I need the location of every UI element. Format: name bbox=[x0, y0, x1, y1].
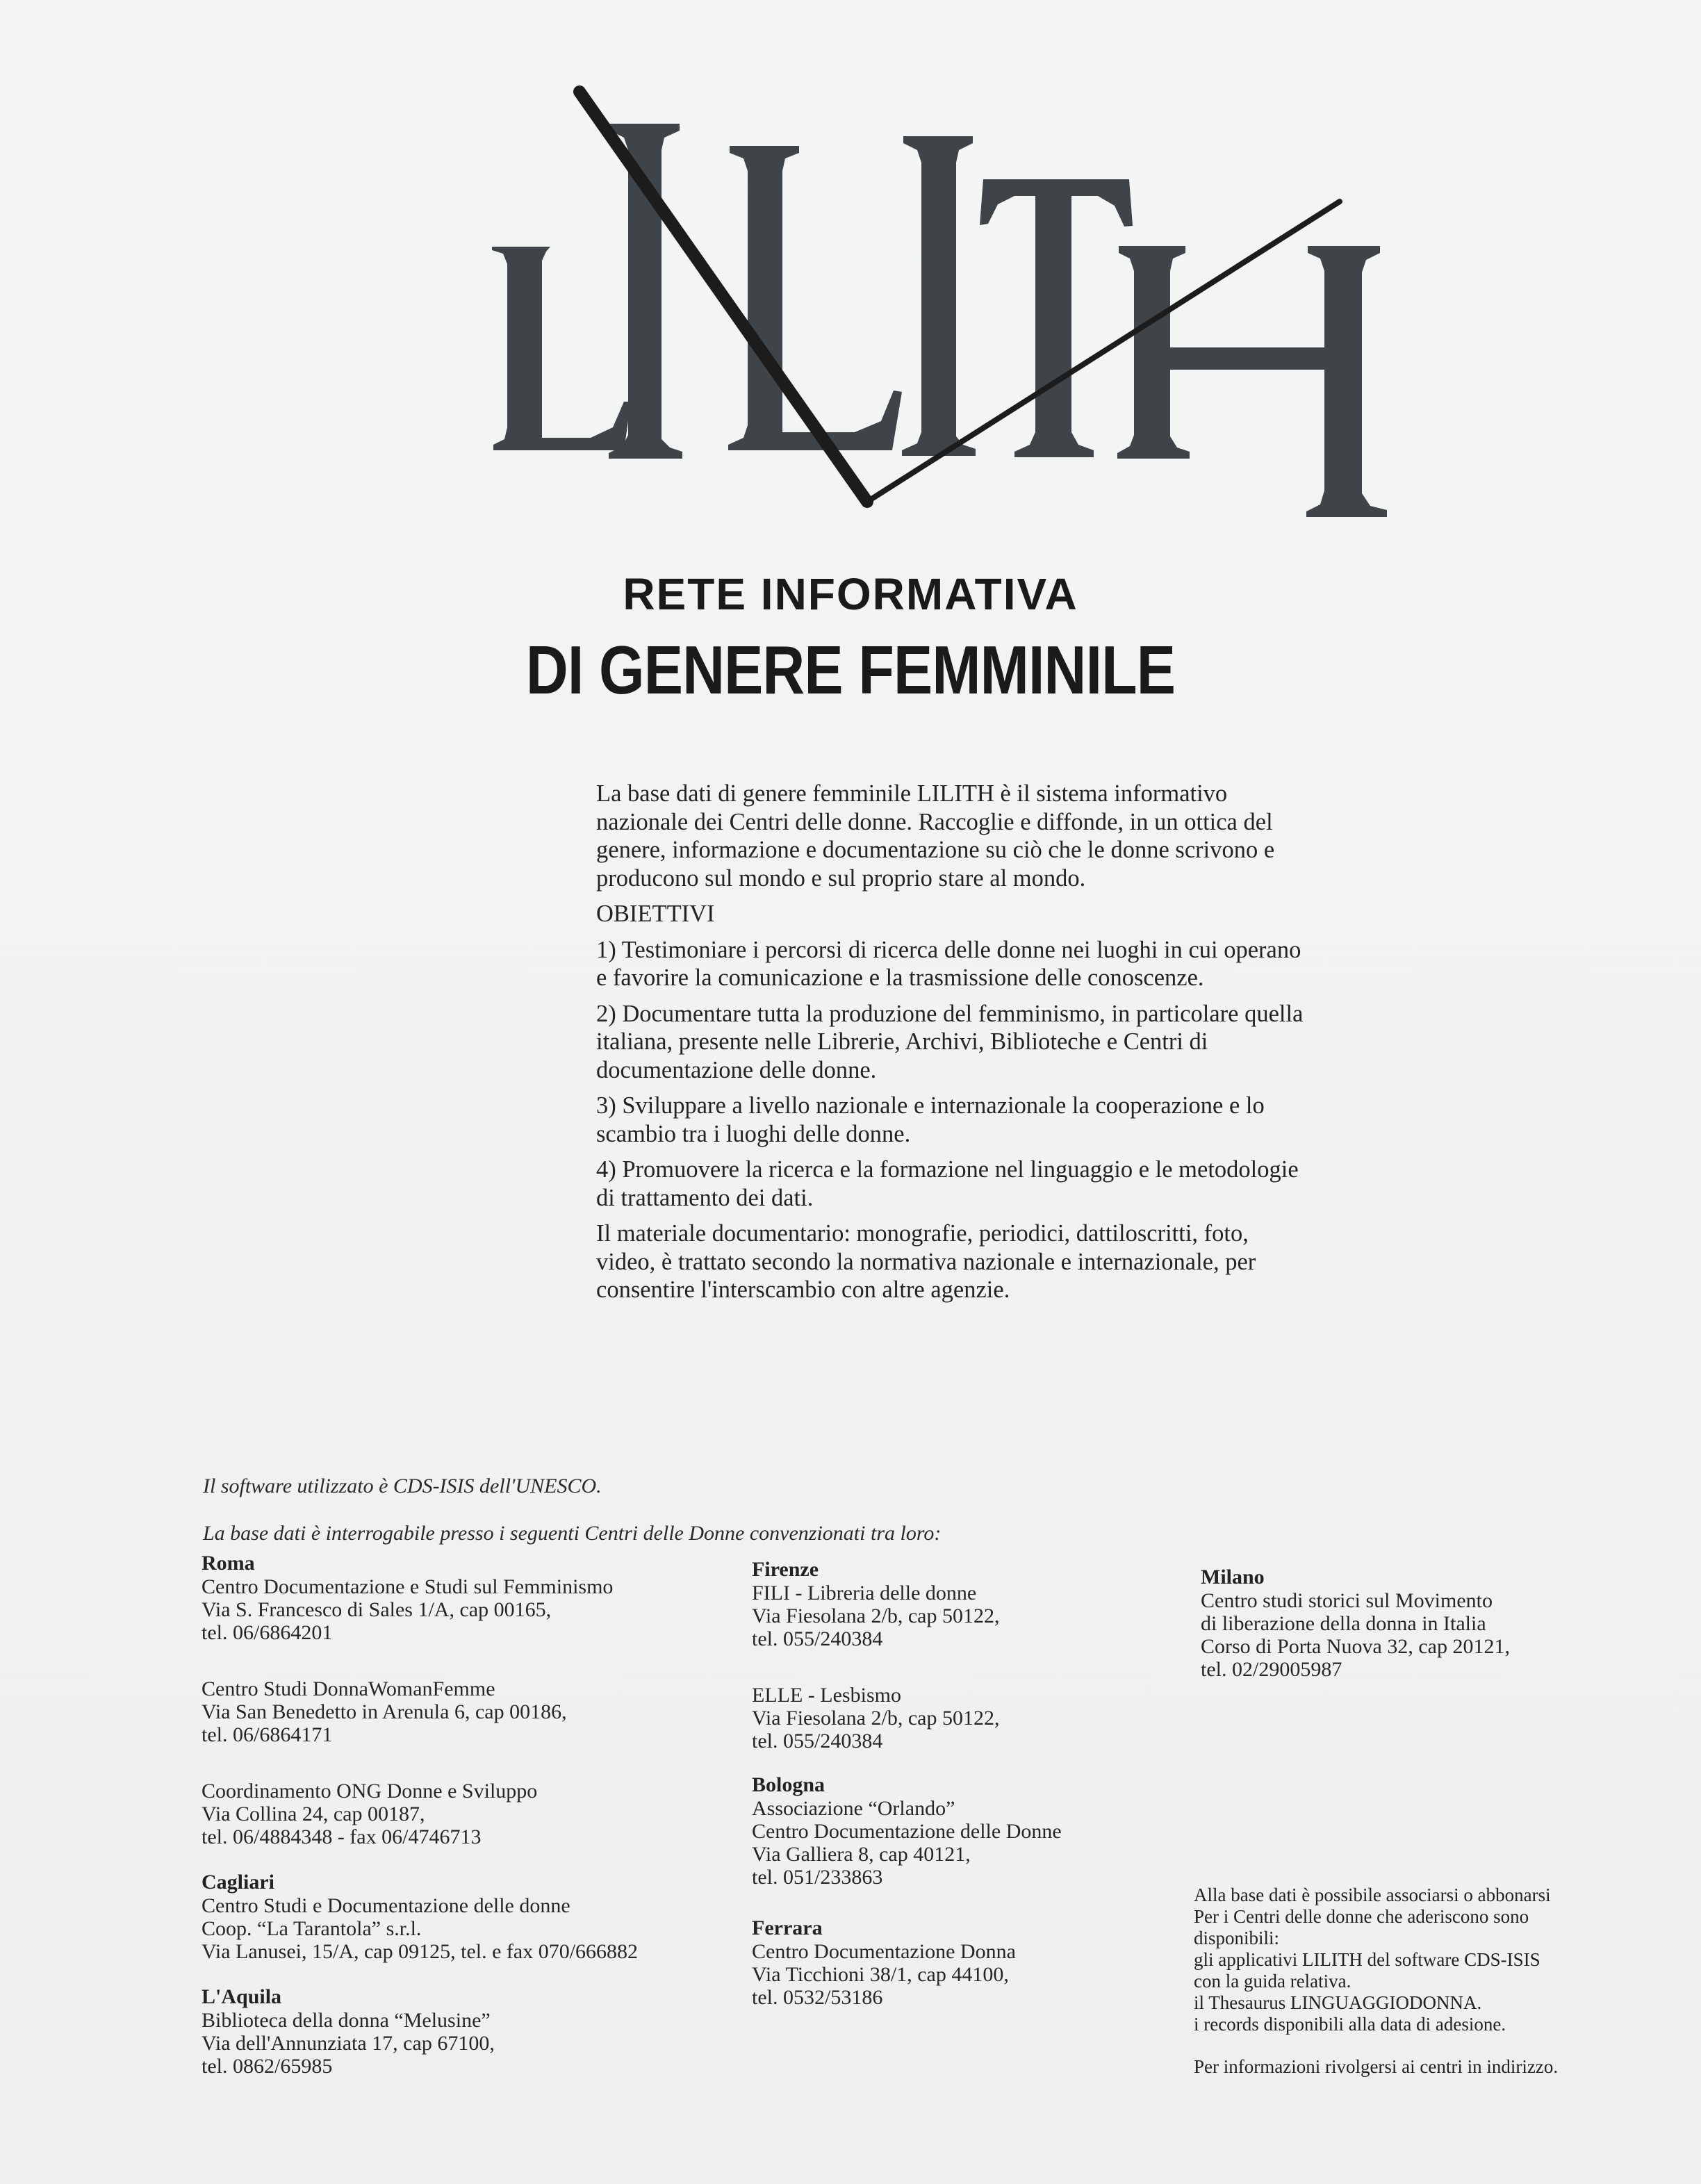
centre-entry bbox=[752, 1797, 1141, 1889]
info-contact: Per informazioni rivolgersi ai centri in indirizzo. bbox=[1194, 2056, 1559, 2077]
centre-entry bbox=[202, 1894, 743, 1963]
city-heading-roma: Roma bbox=[202, 1552, 255, 1575]
membership-info bbox=[1194, 1885, 1638, 2078]
centre-name: Centro Documentazione Donna bbox=[752, 1940, 1016, 1963]
centre-org: Centro Documentazione delle Donne bbox=[752, 1820, 1062, 1843]
centre-address: Via Collina 24, cap 00187, bbox=[202, 1803, 425, 1825]
city-heading-laquila: L'Aquila bbox=[202, 1985, 282, 2008]
centre-phone: tel. 0862/65985 bbox=[202, 2055, 333, 2078]
centres-column-1 bbox=[202, 1552, 743, 2111]
centre-name: Centro Studi e Documentazione delle donne bbox=[202, 1894, 570, 1917]
centre-address: Via Fiesolana 2/b, cap 50122, bbox=[752, 1604, 1000, 1627]
centres-column-3 bbox=[1201, 1566, 1590, 1714]
centre-phone: tel. 055/240384 bbox=[752, 1730, 883, 1752]
info-line: gli applicativi LILITH del software CDS-ISIS bbox=[1194, 1949, 1540, 1970]
centre-name: Biblioteca della donna “Melusine” bbox=[202, 2009, 491, 2032]
centre-entry bbox=[1201, 1589, 1590, 1681]
objective-item: 1) Testimoniare i percorsi di ricerca delle donne nei luoghi in cui operano e favorire la comunicazione e la trasmissione delle conoscenze. bbox=[596, 936, 1301, 991]
city-heading-milano: Milano bbox=[1201, 1566, 1265, 1588]
centre-name: Coordinamento ONG Donne e Sviluppo bbox=[202, 1780, 538, 1803]
centre-phone: tel. 06/4884348 - fax 06/4746713 bbox=[202, 1825, 482, 1848]
centre-phone: tel. 055/240384 bbox=[752, 1627, 883, 1650]
centres-note: La base dati è interrogabile presso i seguenti Centri delle Donne convenzionati tra loro: bbox=[203, 1522, 942, 1545]
centre-name: Centro Studi DonnaWomanFemme bbox=[202, 1677, 495, 1700]
city-heading-ferrara: Ferrara bbox=[752, 1916, 823, 1939]
centre-address: Via Ticchioni 38/1, cap 44100, bbox=[752, 1963, 1009, 1986]
info-line: disponibili: bbox=[1194, 1928, 1280, 1948]
centre-entry bbox=[752, 1940, 1141, 2009]
centre-address: Via S. Francesco di Sales 1/A, cap 00165, bbox=[202, 1598, 552, 1621]
centre-name: Centro Documentazione e Studi sul Femminismo bbox=[202, 1575, 614, 1598]
centre-name: Centro studi storici sul Movimento bbox=[1201, 1589, 1493, 1612]
lilith-logo bbox=[486, 69, 1411, 556]
info-line: con la guida relativa. bbox=[1194, 1971, 1351, 1992]
description-column bbox=[596, 780, 1305, 1312]
centre-address: Via Fiesolana 2/b, cap 50122, bbox=[752, 1707, 1000, 1730]
centre-entry bbox=[202, 1575, 743, 1644]
centre-entry bbox=[202, 1780, 743, 1848]
centre-entry bbox=[752, 1582, 1141, 1650]
centre-address: Via San Benedetto in Arenula 6, cap 00186, bbox=[202, 1700, 567, 1723]
city-heading-firenze: Firenze bbox=[752, 1558, 819, 1581]
centre-address: Via dell'Annunziata 17, cap 67100, bbox=[202, 2032, 495, 2055]
headline-line-2: DI GENERE FEMMINILE bbox=[525, 632, 1176, 708]
intro-paragraph: La base dati di genere femminile LILITH è il sistema informativo nazionale dei Centri delle donne. Raccoglie e diffonde, in un ottica del genere, informazione e documentazione su ciò che le donne scrivono e producono sul mondo e sul proprio stare al mondo. bbox=[596, 780, 1275, 892]
centre-name-cont: di liberazione della donna in Italia bbox=[1201, 1612, 1486, 1635]
centre-entry bbox=[752, 1684, 1141, 1752]
centre-name: Associazione “Orlando” bbox=[752, 1797, 955, 1820]
centre-org: Coop. “La Tarantola” s.r.l. bbox=[202, 1917, 422, 1940]
centre-phone: tel. 06/6864171 bbox=[202, 1723, 333, 1746]
centre-phone: tel. 0532/53186 bbox=[752, 1986, 883, 2009]
centre-phone: tel. 06/6864201 bbox=[202, 1621, 333, 1644]
centres-column-2 bbox=[752, 1558, 1141, 2042]
centre-address: Via Lanusei, 15/A, cap 09125, tel. e fax 070/666882 bbox=[202, 1940, 639, 1963]
city-heading-bologna: Bologna bbox=[752, 1773, 825, 1796]
centre-name: ELLE - Lesbismo bbox=[752, 1684, 901, 1707]
objective-item: 4) Promuovere la ricerca e la formazione nel linguaggio e le metodologie di trattamento dei dati. bbox=[596, 1156, 1299, 1211]
city-heading-cagliari: Cagliari bbox=[202, 1871, 274, 1894]
headline-line-1: RETE INFORMATIVA bbox=[623, 569, 1078, 619]
info-line: i records disponibili alla data di adesione. bbox=[1194, 2014, 1506, 2035]
info-line: Alla base dati è possibile associarsi o abbonarsi bbox=[1194, 1885, 1551, 1905]
objective-item: 3) Sviluppare a livello nazionale e internazionale la cooperazione e lo scambio tra i luoghi delle donne. bbox=[596, 1092, 1265, 1147]
centre-phone: tel. 051/233863 bbox=[752, 1866, 883, 1889]
centre-name: FILI - Libreria delle donne bbox=[752, 1582, 977, 1604]
centre-address: Corso di Porta Nuova 32, cap 20121, bbox=[1201, 1635, 1510, 1658]
material-paragraph: Il materiale documentario: monografie, periodici, dattiloscritti, foto, video, è trattato secondo la normativa nazionale e internazionale, per consentire l'interscambio con altre agenzie. bbox=[596, 1220, 1256, 1303]
info-line: Per i Centri delle donne che aderiscono sono bbox=[1194, 1906, 1529, 1927]
objectives-title: OBIETTIVI bbox=[596, 901, 715, 927]
objective-item: 2) Documentare tutta la produzione del femminismo, in particolare quella italiana, presente nelle Librerie, Archivi, Biblioteche e Centri di documentazione delle donne. bbox=[596, 1000, 1304, 1083]
centre-address: Via Galliera 8, cap 40121, bbox=[752, 1843, 971, 1866]
centre-entry bbox=[202, 1677, 743, 1746]
software-note: Il software utilizzato è CDS-ISIS dell'UNESCO. bbox=[203, 1475, 602, 1497]
info-line: il Thesaurus LINGUAGGIODONNA. bbox=[1194, 1992, 1482, 2013]
centre-phone: tel. 02/29005987 bbox=[1201, 1658, 1342, 1681]
centre-entry bbox=[202, 2009, 743, 2078]
